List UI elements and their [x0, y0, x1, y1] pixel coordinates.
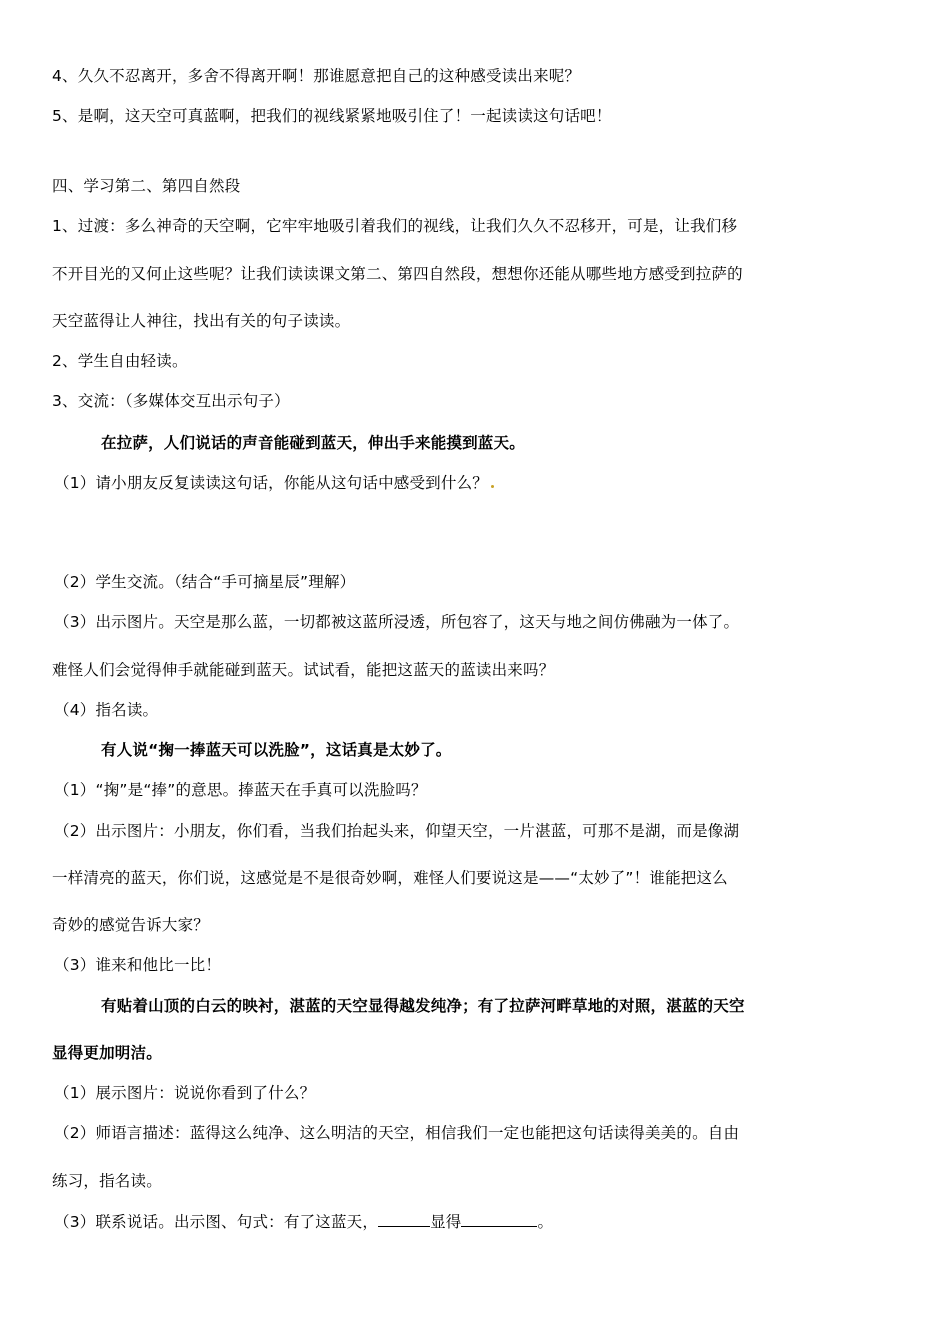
text-line: （2）师语言描述：蓝得这么纯净、这么明洁的天空，相信我们一定也能把这句话读得美美的。自由 — [54, 1124, 740, 1142]
text-line: 难怪人们会觉得伸手就能碰到蓝天。试试看，能把这蓝天的蓝读出来吗？ — [52, 661, 555, 679]
text-line: 5、是啊，这天空可真蓝啊，把我们的视线紧紧地吸引住了！一起读读这句话吧！ — [52, 107, 612, 125]
text-line: 1、过渡：多么神奇的天空啊，它牢牢地吸引着我们的视线，让我们久久不忍移开，可是，让我们移 — [52, 217, 738, 235]
sentence-pattern-middle: 显得 — [430, 1213, 462, 1231]
sentence-pattern-prefix: （3）联系说话。出示图、句式：有了这蓝天， — [54, 1213, 379, 1231]
text-line: 不开目光的又何止这些呢？让我们读读课文第二、第四自然段，想想你还能从哪些地方感受到拉萨的 — [52, 265, 743, 283]
text-line: 4、久久不忍离开，多舍不得离开啊！那谁愿意把自己的这种感受读出来呢？ — [52, 67, 581, 85]
text-line: 一样清亮的蓝天，你们说，这感觉是不是很奇妙啊，难怪人们要说这是——“太妙了”！谁能把这么 — [52, 869, 728, 887]
text-line — [54, 1211, 553, 1232]
text-line: （3）出示图片。天空是那么蓝，一切都被这蓝所浸透，所包容了，这天与地之间仿佛融为一体了。 — [54, 613, 740, 631]
text-line: （3）谁来和他比一比！ — [54, 956, 222, 974]
quoted-sentence: 有贴着山顶的白云的映衬，湛蓝的天空显得越发纯净；有了拉萨河畔草地的对照，湛蓝的天空 — [101, 997, 745, 1015]
quoted-sentence: 在拉萨，人们说话的声音能碰到蓝天，伸出手来能摸到蓝天。 — [101, 434, 525, 452]
quoted-sentence: 显得更加明洁。 — [52, 1044, 162, 1062]
text-line: （2）学生交流。（结合“手可摘星辰”理解） — [54, 573, 356, 591]
text-line: 奇妙的感觉告诉大家？ — [52, 916, 210, 934]
text-line — [54, 473, 494, 493]
fill-blank — [461, 1211, 537, 1227]
fill-blank — [378, 1211, 430, 1227]
text-line: 天空蓝得让人神往，找出有关的句子读读。 — [52, 312, 351, 330]
sentence-pattern-end: 。 — [537, 1213, 554, 1231]
text-line: 3、交流：（多媒体交互出示句子） — [52, 392, 290, 410]
text-line-content: （1）请小朋友反复读读这句话，你能从这句话中感受到什么？ — [54, 474, 488, 492]
text-line: 2、学生自由轻读。 — [52, 352, 188, 370]
text-line: （4）指名读。 — [54, 701, 159, 719]
section-heading: 四、学习第二、第四自然段 — [52, 177, 241, 195]
quoted-sentence: 有人说“掬一捧蓝天可以洗脸”，这话真是太妙了。 — [101, 741, 452, 759]
text-line: （1）展示图片：说说你看到了什么？ — [54, 1084, 316, 1102]
text-line: （2）出示图片：小朋友，你们看，当我们抬起头来，仰望天空，一片湛蓝，可那不是湖，而是像湖 — [54, 822, 740, 840]
text-line: 练习，指名读。 — [52, 1172, 162, 1190]
text-line: （1）“掬”是“捧”的意思。捧蓝天在手真可以洗脸吗？ — [54, 781, 427, 799]
mark-dot-icon — [491, 485, 494, 488]
